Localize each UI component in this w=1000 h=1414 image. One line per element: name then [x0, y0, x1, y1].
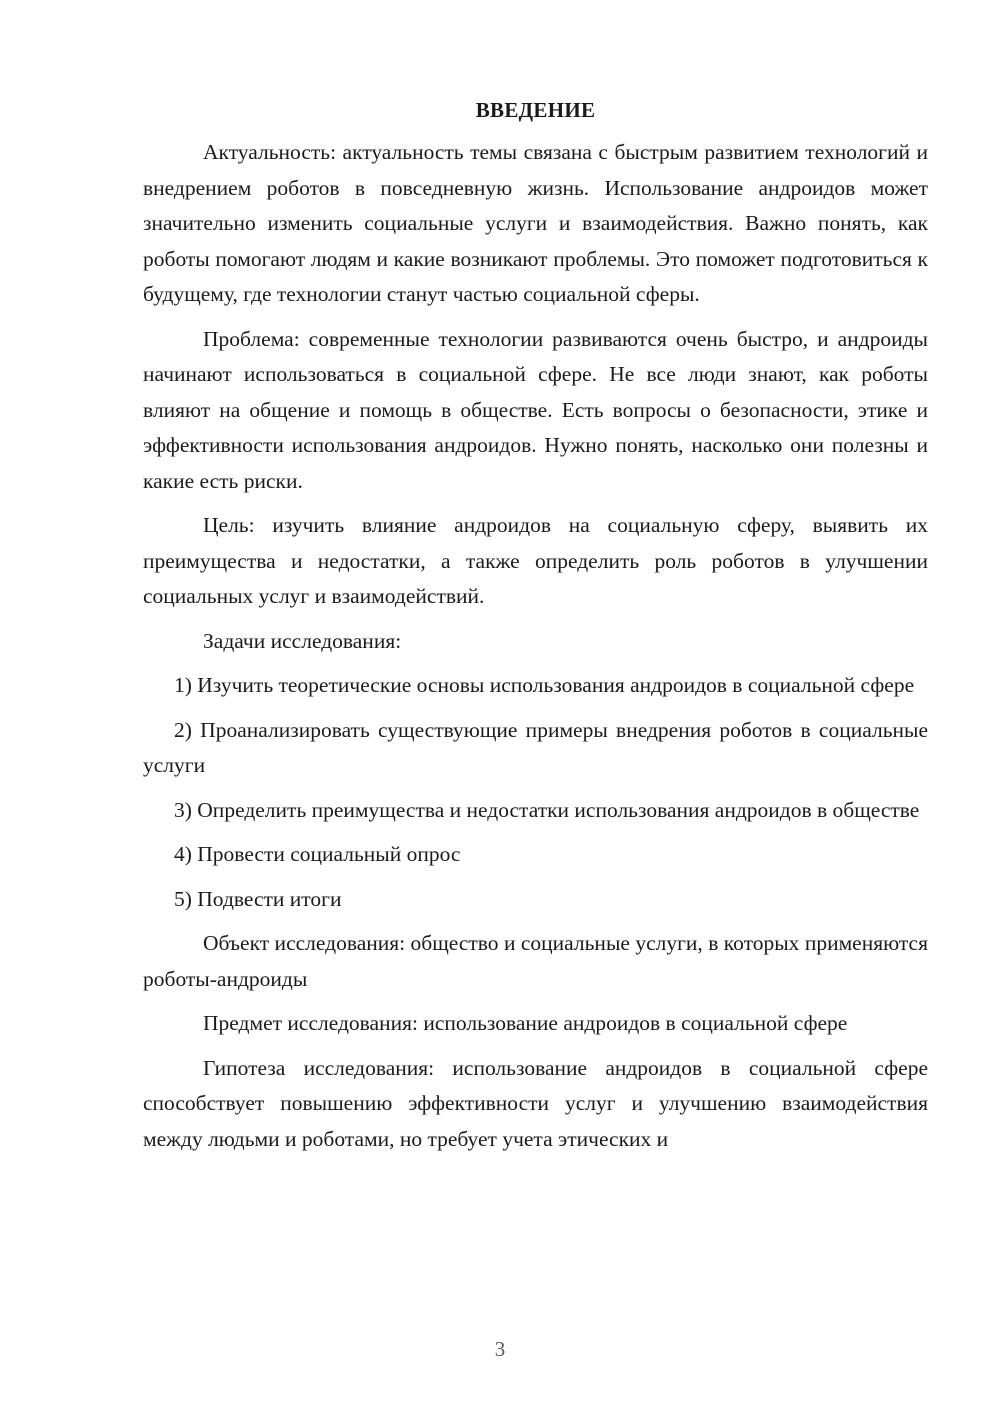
goal-paragraph: Цель: изучить влияние андроидов на социальную сферу, выявить их преимущества и недостатки, а также определить роль роботов в улучшении социальных услуг и взаимодействий. — [143, 513, 928, 608]
object-paragraph: Объект исследования: общество и социальные услуги, в которых применяются роботы-андроиды — [143, 931, 928, 991]
list-item: 4) Провести социальный опрос — [174, 842, 461, 866]
list-item: 2) Проанализировать существующие примеры внедрения роботов в социальные услуги — [143, 717, 928, 777]
subject-paragraph: Предмет исследования: использование андроидов в социальной сфере — [203, 1011, 848, 1035]
tasks-list — [143, 668, 928, 917]
list-item: 5) Подвести итоги — [174, 886, 342, 911]
list-item: 1) Изучить теоретические основы использования андроидов в социальной сфере — [174, 673, 915, 697]
hypothesis-paragraph: Гипотеза исследования: использование андроидов в социальной сфере способствует повышению эффективности услуг и улучшению взаимодействия между людьми и роботами, но требует учета этических и — [143, 1055, 928, 1151]
list-item: 3) Определить преимущества и недостатки использования андроидов в обществе — [174, 797, 920, 822]
section-title: ВВЕДЕНИЕ — [475, 98, 596, 122]
document-page — [143, 95, 928, 1157]
relevance-paragraph: Актуальность: актуальность темы связана с быстрым развитием технологий и внедрением роботов в повседневную жизнь. Использование андроидов может значительно изменить социальные услуги и взаимодействия. Важно понять, как роботы помогают людям и какие возникают проблемы. Это поможет подготовиться к будущему, где технологии станут частью социальной сферы. — [143, 140, 928, 306]
page-number: 3 — [494, 1337, 506, 1361]
problem-paragraph: Проблема: современные технологии развиваются очень быстро, и андроиды начинают использоваться в социальной сфере. Не все люди знают, как роботы влияют на общение и помощь в обществе. Есть вопросы о безопасности, этике и эффективности использования андроидов. Нужно понять, насколько они полезны и какие есть риски. — [143, 326, 928, 493]
tasks-heading: Задачи исследования: — [203, 628, 402, 653]
